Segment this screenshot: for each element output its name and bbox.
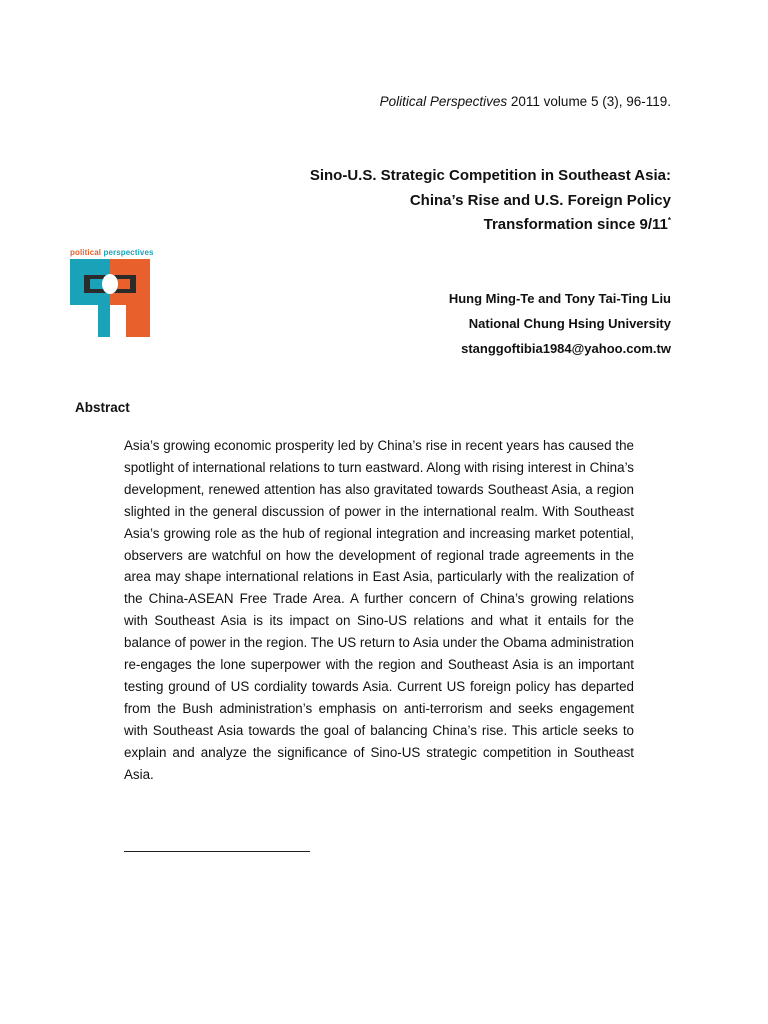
citation-details: 2011 volume 5 (3), 96-119. xyxy=(507,94,671,109)
title-line-1: Sino-U.S. Strategic Competition in Southeast Asia: xyxy=(309,167,671,184)
author-block xyxy=(271,286,671,361)
title-line-3 xyxy=(191,213,671,238)
abstract-text: Asia’s growing economic prosperity led by China’s rise in recent years has caused the spotlight of international relations to turn eastward. Along with rising interest in China’s development, renewed attention has also gravitated towards Southeast Asia, a region slighted in the general discussion of power in the international realm. With Southeast Asia’s growing role as the hub of regional integration and increasing market potential, observers are watchful on how the development of regional trade agreements in the area may shape international relations in East Asia, particularly with the realization of the China-ASEAN Free Trade Area. A further concern of China’s growing relations with Southeast Asia is its impact on Sino-US relations and what it entails for the balance of power in the region. The US return to Asia under the Obama administration re-engages the lone superpower with the region and Southeast Asia is an important testing ground of US cordiality towards Asia. Current US foreign policy has departed from the Bush administration’s emphasis on anti-terrorism and seeks engagement with Southeast Asia towards the goal of balancing China’s rise. This article seeks to explain and analyze the significance of Sino-US strategic competition in Southeast Asia. xyxy=(124,438,634,782)
title-line-2: China’s Rise and U.S. Foreign Policy xyxy=(409,191,671,209)
title-footnote-marker: * xyxy=(667,216,671,225)
logo-pp-mark-icon xyxy=(70,259,150,337)
title-line-3-text: Transformation since 9/11 xyxy=(483,216,668,233)
author-email[interactable]: stanggoftibia1984@yahoo.com.tw xyxy=(461,341,671,356)
journal-citation xyxy=(380,94,671,109)
author-names: Hung Ming-Te and Tony Tai-Ting Liu xyxy=(448,291,671,306)
journal-name: Political Perspectives xyxy=(379,94,508,109)
article-title xyxy=(191,164,671,238)
logo-wordmark-political: political xyxy=(70,248,104,257)
logo-wordmark-perspectives: perspectives xyxy=(103,248,154,257)
abstract-heading: Abstract xyxy=(75,400,130,415)
footnote-divider xyxy=(124,851,310,852)
journal-logo xyxy=(70,248,154,338)
logo-wordmark xyxy=(70,248,154,257)
author-affiliation: National Chung Hsing University xyxy=(468,316,671,331)
